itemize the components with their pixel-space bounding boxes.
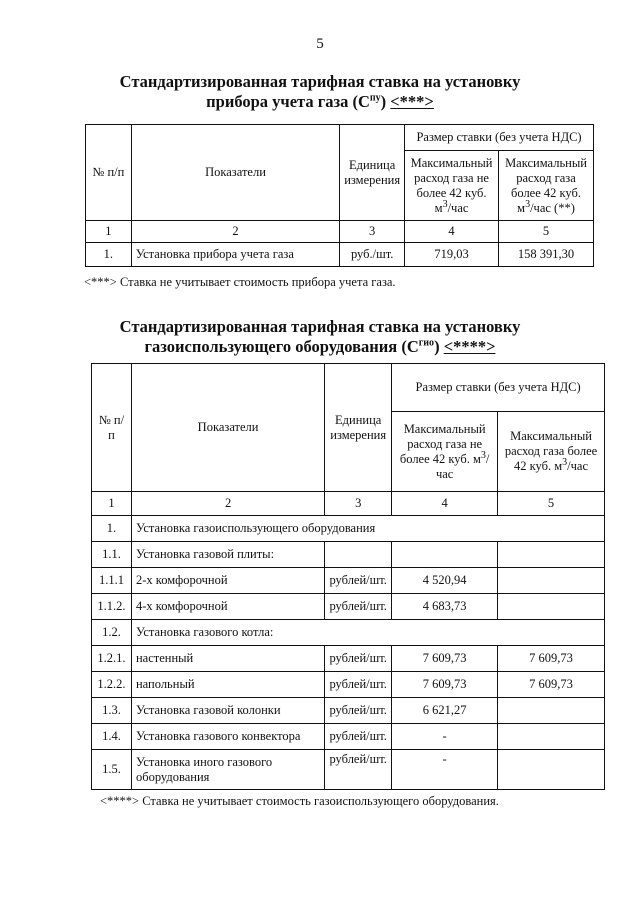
- col-number: 1: [86, 221, 132, 243]
- col-number: 4: [392, 492, 498, 516]
- row-num: 1.1.: [92, 542, 132, 568]
- section1-title: [0, 72, 640, 112]
- header-indicators: Показатели: [131, 364, 324, 492]
- row-unit: рублей/шт.: [325, 646, 392, 672]
- section1-title-line2: прибора учета газа $(С^{пу})$ <***>: [206, 92, 434, 111]
- row-value-le42: 7 609,73: [392, 646, 498, 672]
- col-number: 1: [92, 492, 132, 516]
- section2-title-line2: газоиспользующего оборудования $(С^{гио})$ <****>: [144, 337, 496, 356]
- row-name: Установка иного газового оборудования: [131, 750, 324, 790]
- header-max-flow-le42: Максимальный расход газа не более 42 куб. $м^3$/час: [405, 151, 499, 221]
- row-value-gt42: 7 609,73: [498, 672, 605, 698]
- table-row: [92, 750, 605, 790]
- table-row: [92, 724, 605, 750]
- section1-title-ref: <***>: [390, 92, 434, 111]
- row-unit: рублей/шт.: [325, 724, 392, 750]
- header-num: № п/п: [86, 125, 132, 221]
- row-value-le42: -: [392, 750, 498, 790]
- row-value-le42: 4 520,94: [392, 568, 498, 594]
- row-num: 1.2.2.: [92, 672, 132, 698]
- row-name: Установка газовой плиты:: [131, 542, 324, 568]
- row-value-le42: 4 683,73: [392, 594, 498, 620]
- row-num: 1.1.2.: [92, 594, 132, 620]
- col-number: 3: [325, 492, 392, 516]
- row-num: 1.2.1.: [92, 646, 132, 672]
- row-value-gt42: [498, 594, 605, 620]
- section2-footnote: <****> Ставка не учитывает стоимость газоиспользующего оборудования.: [100, 794, 499, 808]
- header-max-flow-gt42: Максимальный расход газа более 42 куб. $м^3$/час (**): [499, 151, 594, 221]
- row-name: настенный: [131, 646, 324, 672]
- section2-title-ref: <****>: [443, 337, 496, 356]
- header-num: № п/п: [92, 364, 132, 492]
- page-number: 5: [316, 36, 324, 52]
- table-row: [92, 516, 605, 542]
- row-unit: [325, 542, 392, 568]
- row-value-le42: 6 621,27: [392, 698, 498, 724]
- row-unit: рублей/шт.: [325, 698, 392, 724]
- row-name: Установка газовой колонки: [131, 698, 324, 724]
- section2-title: [0, 317, 640, 357]
- row-value-gt42: 7 609,73: [498, 646, 605, 672]
- section2-title-line1: Стандартизированная тарифная ставка на установку: [119, 317, 521, 336]
- table-row: [92, 672, 605, 698]
- row-num: 1.: [86, 243, 132, 267]
- header-max-flow-le42: Максимальный расход газа не более 42 куб. $м^3$/час: [392, 412, 498, 492]
- row-unit: рублей/шт.: [325, 672, 392, 698]
- row-value-le42: 719,03: [405, 243, 499, 267]
- header-indicators: Показатели: [131, 125, 340, 221]
- row-name: Установка газового котла:: [131, 620, 604, 646]
- table-equipment-installation: [91, 363, 605, 790]
- row-value-le42: 7 609,73: [392, 672, 498, 698]
- row-name: 2-х комфорочной: [131, 568, 324, 594]
- row-num: 1.4.: [92, 724, 132, 750]
- col-number: 2: [131, 221, 340, 243]
- header-unit: Единица измерения: [325, 364, 392, 492]
- row-value-gt42: [498, 568, 605, 594]
- col-number: 5: [499, 221, 594, 243]
- row-num: 1.5.: [92, 750, 132, 790]
- table-row: [92, 568, 605, 594]
- row-unit: рублей/шт.: [325, 568, 392, 594]
- col-number: 3: [340, 221, 405, 243]
- row-name: напольный: [131, 672, 324, 698]
- row-unit: рублей/шт.: [325, 594, 392, 620]
- row-num: 1.3.: [92, 698, 132, 724]
- header-rate: Размер ставки (без учета НДС): [392, 364, 605, 412]
- row-num: 1.: [92, 516, 132, 542]
- row-unit: рублей/шт.: [325, 750, 392, 790]
- table-row: [92, 698, 605, 724]
- row-value-gt42: [498, 698, 605, 724]
- table-meter-installation: [85, 124, 594, 267]
- table-row: [92, 620, 605, 646]
- col-number: 4: [405, 221, 499, 243]
- header-unit: Единица измерения: [340, 125, 405, 221]
- row-value-gt42: 158 391,30: [499, 243, 594, 267]
- row-name: Установка прибора учета газа: [131, 243, 340, 267]
- col-number: 2: [131, 492, 324, 516]
- table-row: [92, 542, 605, 568]
- row-value-gt42: [498, 724, 605, 750]
- section1-title-line1: Стандартизированная тарифная ставка на установку: [119, 72, 521, 91]
- row-name: Установка газоиспользующего оборудования: [131, 516, 604, 542]
- row-value-gt42: [498, 750, 605, 790]
- row-name: Установка газового конвектора: [131, 724, 324, 750]
- row-unit: руб./шт.: [340, 243, 405, 267]
- header-rate: Размер ставки (без учета НДС): [405, 125, 594, 151]
- row-num: 1.1.1: [92, 568, 132, 594]
- table-row: [86, 243, 594, 267]
- table-row: [92, 594, 605, 620]
- row-value-le42: [392, 542, 498, 568]
- header-max-flow-gt42: Максимальный расход газа более 42 куб. $м^3$/час: [498, 412, 605, 492]
- row-value-gt42: [498, 542, 605, 568]
- table-row: [92, 646, 605, 672]
- row-name: 4-х комфорочной: [131, 594, 324, 620]
- row-num: 1.2.: [92, 620, 132, 646]
- col-number: 5: [498, 492, 605, 516]
- row-value-le42: -: [392, 724, 498, 750]
- section1-footnote: <***> Ставка не учитывает стоимость прибора учета газа.: [84, 275, 396, 289]
